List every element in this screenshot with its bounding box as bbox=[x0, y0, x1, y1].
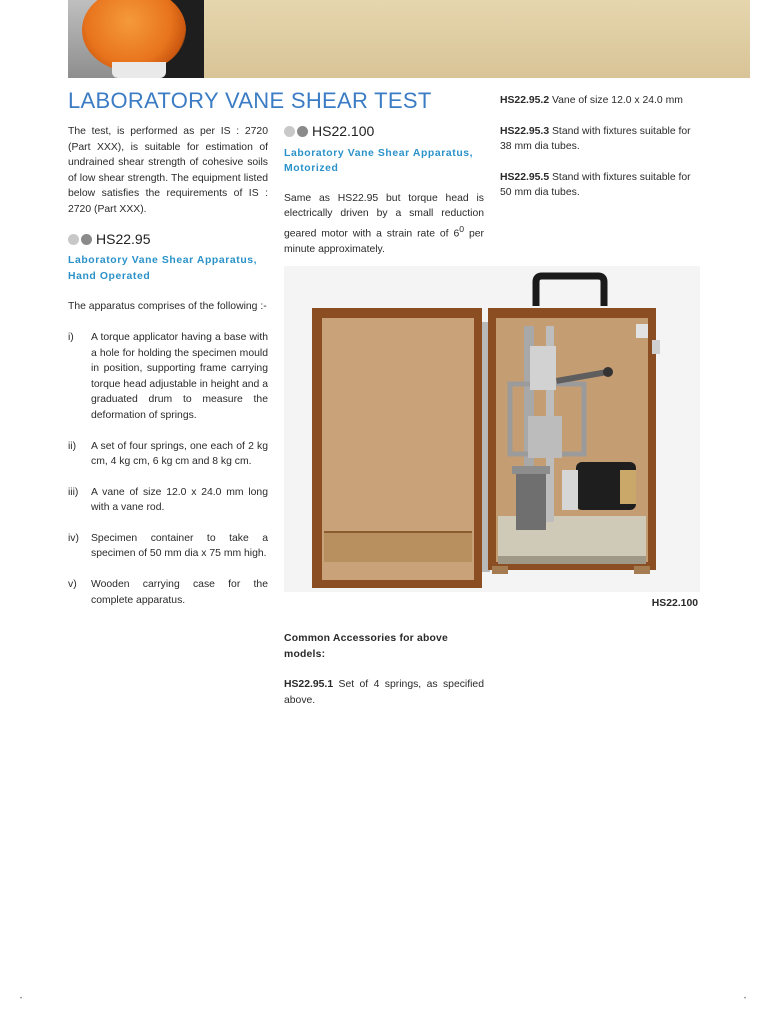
description-text-end: per minute approximately. bbox=[284, 228, 484, 256]
list-intro: The apparatus comprises of the following :- bbox=[68, 301, 267, 313]
list-item-text: Specimen container to take a specimen of 50 mm dia x 75 mm high. bbox=[91, 532, 268, 560]
accessory-text: Stand with fixtures suitable for 50 mm dia tubes. bbox=[500, 171, 691, 199]
graduated-drum bbox=[528, 416, 562, 458]
soil-sample-photo bbox=[68, 0, 204, 78]
accessory-item bbox=[500, 93, 702, 109]
accessory-item bbox=[284, 677, 484, 708]
list-item-number: iii) bbox=[68, 486, 79, 498]
model-subtitle-line-2: Motorized bbox=[284, 163, 339, 175]
model-heading-hs22-95 bbox=[68, 232, 268, 248]
accessory-item bbox=[500, 124, 702, 155]
list-item-text: A torque applicator having a base with a hole for holding the specimen mould in position, supporting frame carrying torque head adjustable in height and a graduated drum to measure the deformation of springs. bbox=[91, 331, 268, 421]
list-item bbox=[68, 577, 268, 608]
photo-caption: HS22.100 bbox=[651, 598, 698, 609]
accessory-code: HS22.95.2 bbox=[500, 95, 550, 106]
model-subtitle-line-2: Hand Operated bbox=[68, 270, 151, 282]
bowl-shape bbox=[112, 62, 166, 78]
accessory-text: Stand with fixtures suitable for 38 mm dia tubes. bbox=[500, 125, 691, 153]
model-code: HS22.95 bbox=[96, 230, 151, 247]
accessory-code: HS22.95.5 bbox=[500, 171, 550, 183]
model-subtitle bbox=[68, 253, 268, 284]
model-heading-hs22-100 bbox=[284, 124, 484, 140]
degree-superscript: 0 bbox=[459, 223, 465, 234]
door-shelf bbox=[324, 532, 472, 562]
list-item-number: iv) bbox=[68, 532, 79, 544]
list-item-number: ii) bbox=[68, 440, 77, 452]
accessories-heading: Common Accessories for above models: bbox=[284, 633, 449, 660]
motorized-description bbox=[284, 191, 484, 258]
model-subtitle bbox=[284, 146, 484, 177]
accessory-text: Vane of size 12.0 x 24.0 mm bbox=[549, 95, 683, 106]
torque-head bbox=[530, 346, 556, 390]
accessory-code: HS22.95.1 bbox=[284, 679, 334, 691]
list-item bbox=[68, 531, 268, 562]
product-photo bbox=[284, 266, 700, 592]
accessory-text: Set of 4 springs, as specified above. bbox=[284, 679, 484, 706]
middle-column bbox=[284, 124, 484, 258]
latch-shape bbox=[652, 340, 660, 354]
list-item bbox=[68, 439, 268, 470]
model-code: HS22.100 bbox=[312, 123, 375, 139]
left-column bbox=[68, 124, 268, 608]
accessories-section bbox=[284, 631, 484, 708]
page-title: LABORATORY VANE SHEAR TEST bbox=[68, 88, 432, 113]
list-item-text: A vane of size 12.0 x 24.0 mm long with a vane rod. bbox=[91, 486, 268, 514]
list-item-number: i) bbox=[68, 331, 74, 343]
bullet-dots-icon bbox=[68, 234, 92, 245]
list-item-text: Wooden carrying case for the complete apparatus. bbox=[91, 579, 268, 606]
corner-mark: • bbox=[744, 996, 747, 1002]
list-item-number: v) bbox=[68, 579, 77, 591]
specimen-container bbox=[516, 472, 546, 530]
list-item bbox=[68, 330, 268, 424]
intro-paragraph: The test, is performed as per IS : 2720 (Part XXX), is suitable for estimation of undrained shear strength of cohesive soils of low shear strength. The equipment listed below satisfies the requirements of IS : 2720 (Part XXX). bbox=[68, 126, 268, 215]
corner-mark: • bbox=[20, 996, 23, 1002]
handle-shape bbox=[536, 276, 604, 306]
right-column bbox=[500, 93, 702, 201]
description-text: Same as HS22.95 but torque head is electrically driven by a small reduction geared motor with a strain rate of 6 bbox=[284, 192, 484, 240]
header-band-light bbox=[204, 0, 750, 78]
model-subtitle-line-1: Laboratory Vane Shear Apparatus, bbox=[284, 147, 474, 159]
list-item-text: A set of four springs, one each of 2 kg cm, 4 kg cm, 6 kg cm and 8 kg cm. bbox=[91, 440, 268, 468]
vane-shear-apparatus-illustration bbox=[284, 266, 700, 592]
accessory-item bbox=[500, 170, 702, 201]
components-list bbox=[68, 330, 268, 608]
model-subtitle-line-1: Laboratory Vane Shear Apparatus, bbox=[68, 255, 258, 267]
accessory-code: HS22.95.3 bbox=[500, 125, 550, 137]
bullet-dots-icon bbox=[284, 126, 308, 137]
list-item bbox=[68, 485, 268, 516]
